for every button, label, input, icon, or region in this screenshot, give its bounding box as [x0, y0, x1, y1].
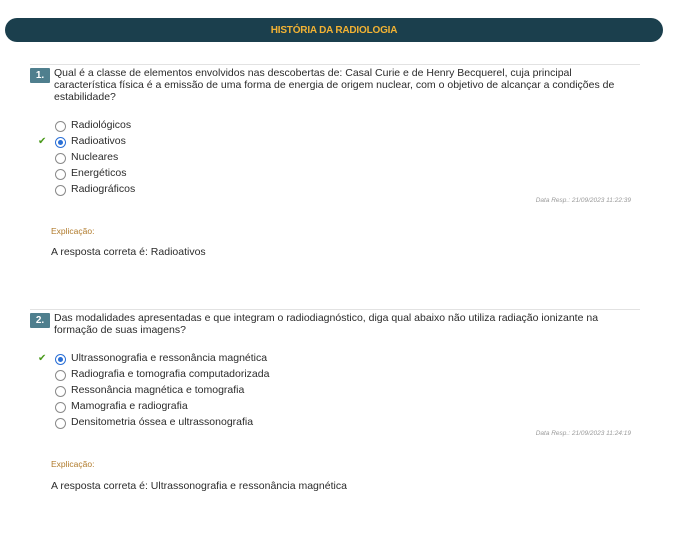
radio-button[interactable] — [55, 153, 66, 164]
option-item[interactable] — [0, 399, 674, 415]
options-list — [0, 118, 674, 198]
correct-check-icon: ✔ — [38, 136, 47, 147]
explanation-label: Explicação: — [51, 459, 95, 469]
option-label: Nucleares — [71, 151, 119, 163]
option-label: Radiológicos — [71, 119, 132, 131]
option-item[interactable] — [0, 166, 674, 182]
option-label: Densitometria óssea e ultrassonografia — [71, 416, 254, 428]
options-list — [0, 351, 674, 431]
option-label: Mamografia e radiografia — [71, 400, 188, 412]
question-number-badge: 2. — [30, 313, 50, 328]
option-item[interactable] — [0, 150, 674, 166]
option-label: Energéticos — [71, 167, 127, 179]
option-label: Radioativos — [71, 135, 126, 147]
option-label: Radiográficos — [71, 183, 136, 195]
radio-button[interactable] — [55, 402, 66, 413]
explanation-label: Explicação: — [51, 226, 95, 236]
correct-check-icon: ✔ — [38, 353, 47, 364]
option-item[interactable] — [0, 383, 674, 399]
option-item[interactable] — [0, 351, 674, 367]
response-date: Data Resp.: 21/09/2023 11:24:19 — [535, 430, 631, 437]
radio-button-selected[interactable] — [55, 137, 66, 148]
page-title: HISTÓRIA DA RADIOLOGIA — [270, 24, 398, 36]
radio-button[interactable] — [55, 121, 66, 132]
option-item[interactable] — [0, 415, 674, 431]
explanation-text: A resposta correta é: Ultrassonografia e ressonância magnética — [51, 480, 347, 492]
question-divider — [30, 309, 640, 310]
page-header — [5, 18, 663, 42]
question-number-badge: 1. — [30, 68, 50, 83]
question-text: Das modalidades apresentadas e que integram o radiodiagnóstico, diga qual abaixo não utiliza radiação ionizante na formação de suas imagens? — [54, 312, 599, 336]
question-divider — [30, 64, 640, 65]
option-label: Radiografia e tomografia computadorizada — [71, 368, 270, 380]
radio-button[interactable] — [55, 185, 66, 196]
option-item[interactable] — [0, 182, 674, 198]
option-label: Ultrassonografia e ressonância magnética — [71, 352, 268, 364]
radio-button[interactable] — [55, 386, 66, 397]
option-item[interactable] — [0, 134, 674, 150]
radio-button[interactable] — [55, 169, 66, 180]
explanation-text: A resposta correta é: Radioativos — [51, 246, 206, 258]
radio-button[interactable] — [55, 370, 66, 381]
option-item[interactable] — [0, 367, 674, 383]
response-date: Data Resp.: 21/09/2023 11:22:39 — [535, 197, 631, 204]
option-label: Ressonância magnética e tomografia — [71, 384, 245, 396]
radio-button-selected[interactable] — [55, 354, 66, 365]
question-text: Qual é a classe de elementos envolvidos nas descobertas de: Casal Curie e de Henry Becquerel, cuja principal característica física é a emissão de uma forma de energia de origem nuclear, com o objetivo de alcançar a condições de estabilidade? — [54, 67, 615, 103]
option-item[interactable] — [0, 118, 674, 134]
radio-button[interactable] — [55, 418, 66, 429]
